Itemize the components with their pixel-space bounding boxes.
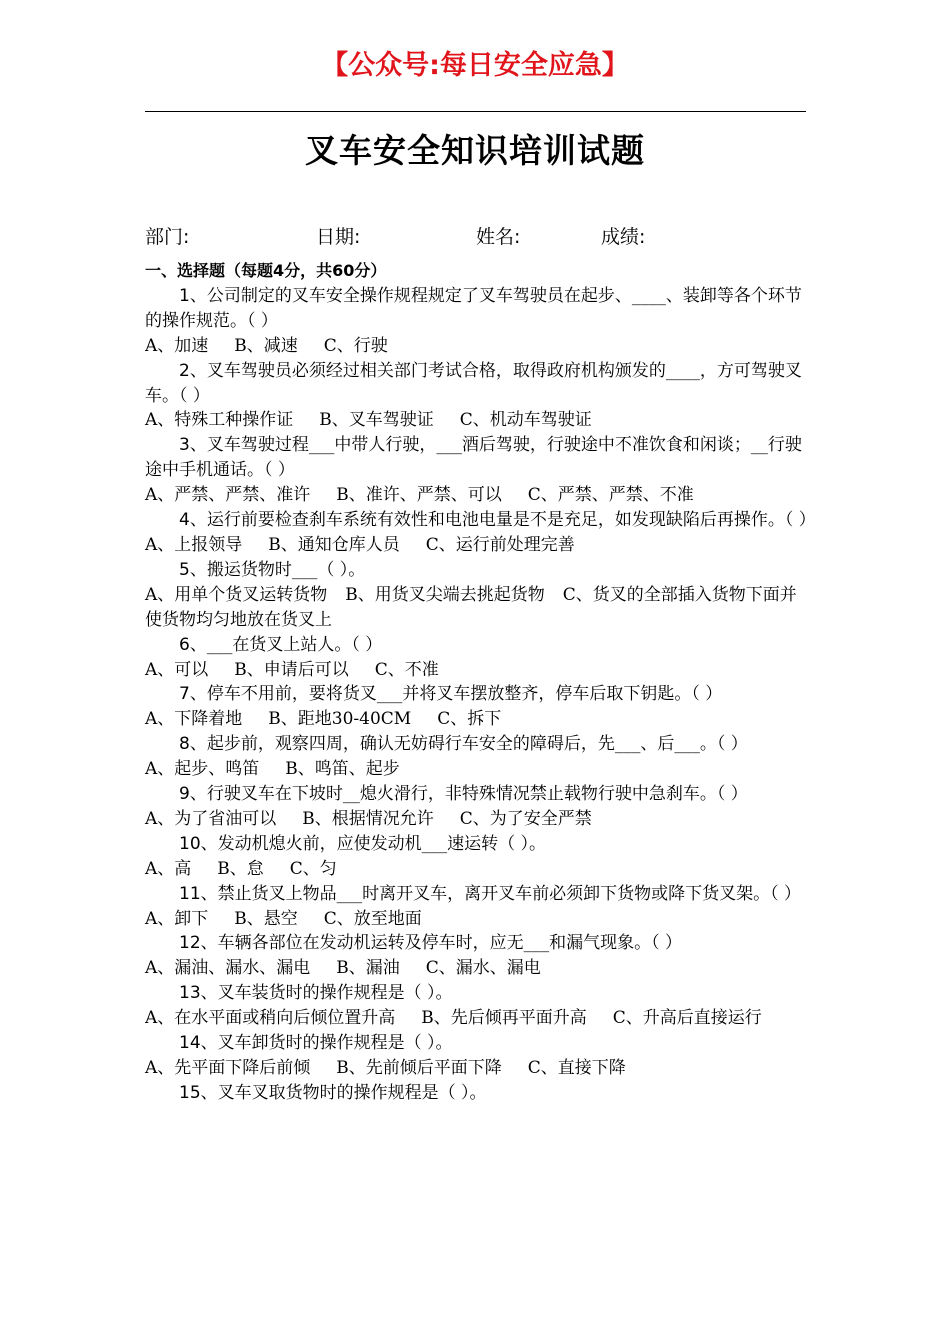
question-1	[145, 284, 810, 334]
header-divider	[145, 111, 806, 112]
question-number: 14	[179, 1033, 201, 1054]
option-b: B、鸣笛、起步	[285, 759, 400, 780]
option-b: B、申请后可以	[234, 659, 349, 680]
question-6-options	[145, 658, 810, 683]
option-b: B、叉车驾驶证	[319, 410, 434, 431]
question-5	[145, 558, 810, 583]
question-number: 9	[179, 784, 190, 805]
question-text: 、发动机熄火前，应使发动机___速运转（ ）。	[200, 833, 547, 854]
question-text: 、禁止货叉上物品___时离开叉车，离开叉车前必须卸下货物或降下货叉架。（ ）	[200, 883, 802, 904]
option-b: B、通知仓库人员	[268, 534, 400, 555]
option-a: A、起步、鸣笛	[145, 759, 260, 780]
option-c: C、运行前处理完善	[425, 534, 575, 555]
question-number: 2	[179, 360, 190, 381]
option-c: C、机动车驾驶证	[459, 410, 592, 431]
question-text: 、起步前，观察四周，确认无妨碍行车安全的障碍后，先___、后___。（ ）	[189, 734, 748, 755]
option-a: A、加速	[145, 335, 209, 356]
question-text: 、叉车叉取货物时的操作规程是（ ）。	[200, 1082, 487, 1103]
question-10	[145, 832, 810, 857]
question-12	[145, 931, 810, 956]
question-9	[145, 782, 810, 807]
question-8	[145, 732, 810, 757]
question-2	[145, 359, 810, 409]
option-c: C、货叉的全部插入货物下面并使货物均匀地放在货叉上	[145, 584, 797, 630]
question-text: 、停车不用前，要将货叉___并将叉车摆放整齐，停车后取下钥匙。（ ）	[189, 684, 723, 705]
section-heading: 一、选择题（每题4分，共60分）	[145, 261, 387, 280]
question-15	[145, 1081, 810, 1106]
question-5-options	[145, 583, 810, 633]
option-a: A、用单个货叉运转货物	[145, 584, 328, 605]
question-number: 3	[179, 435, 190, 456]
option-a: A、下降着地	[145, 709, 243, 730]
question-8-options	[145, 757, 810, 782]
option-c: C、漏水、漏电	[425, 958, 541, 979]
question-11	[145, 882, 810, 907]
option-a: A、漏油、漏水、漏电	[145, 958, 311, 979]
option-a: A、可以	[145, 659, 209, 680]
option-c: C、不准	[374, 659, 439, 680]
question-9-options	[145, 807, 810, 832]
question-13-options	[145, 1006, 810, 1031]
question-number: 12	[179, 933, 201, 954]
option-a: A、上报领导	[145, 534, 243, 555]
option-a: A、为了省油可以	[145, 808, 277, 829]
question-number: 1	[179, 285, 190, 306]
question-text: 、搬运货物时___（ ）。	[189, 559, 366, 580]
option-c: C、为了安全严禁	[459, 808, 592, 829]
option-b: B、用货叉尖端去挑起货物	[345, 584, 545, 605]
option-a: A、特殊工种操作证	[145, 410, 294, 431]
question-6	[145, 633, 810, 658]
question-text: 、___在货叉上站人。（ ）	[189, 634, 383, 655]
option-a: A、严禁、严禁、准许	[145, 485, 311, 506]
question-number: 5	[179, 559, 190, 580]
option-b: B、先前倾后平面下降	[336, 1058, 502, 1078]
option-a: A、在水平面或稍向后倾位置升高	[145, 1008, 396, 1029]
option-c: C、直接下降	[527, 1058, 626, 1078]
option-c: C、匀	[289, 858, 337, 879]
question-11-options	[145, 907, 810, 932]
question-number: 6	[179, 634, 190, 655]
option-b: B、准许、严禁、可以	[336, 485, 502, 506]
question-number: 10	[179, 833, 201, 854]
question-3	[145, 433, 810, 483]
question-4	[145, 508, 816, 533]
question-text: 、叉车驾驶过程___中带人行驶，___酒后驾驶，行驶途中不准饮食和闲谈；__行驶途中手机通话。（ ）	[145, 435, 802, 481]
question-text: 、运行前要检查刹车系统有效性和电池电量是不是充足，如发现缺陷后再操作。（ ）	[189, 510, 816, 531]
option-c: C、升高后直接运行	[612, 1008, 762, 1029]
question-10-options	[145, 857, 810, 882]
question-text: 、叉车卸货时的操作规程是（ ）。	[200, 1033, 453, 1054]
question-number: 13	[179, 983, 201, 1004]
name-label: 姓名:	[476, 226, 521, 248]
question-14	[145, 1031, 810, 1056]
question-number: 7	[179, 684, 190, 705]
option-b: B、距地30-40CM	[268, 709, 412, 730]
question-number: 15	[179, 1082, 201, 1103]
option-a: A、先平面下降后前倾	[145, 1058, 311, 1078]
option-a: A、卸下	[145, 908, 209, 929]
question-3-options	[145, 483, 810, 508]
option-b: B、漏油	[336, 958, 400, 979]
question-number: 8	[179, 734, 190, 755]
question-13	[145, 981, 810, 1006]
question-list	[145, 259, 816, 1106]
option-b: B、悬空	[234, 908, 298, 929]
question-number: 11	[179, 883, 201, 904]
question-text: 、行驶叉车在下坡时__熄火滑行，非特殊情况禁止载物行驶中急刹车。（ ）	[189, 784, 748, 805]
department-label: 部门:	[145, 226, 190, 248]
document-title: 叉车安全知识培训试题	[305, 131, 645, 170]
header-banner: 【公众号:每日安全应急】	[321, 50, 629, 81]
option-b: B、怠	[217, 858, 264, 879]
info-row	[0, 222, 950, 252]
option-b: B、根据情况允许	[302, 808, 434, 829]
score-label: 成绩:	[601, 226, 646, 248]
option-a: A、高	[145, 858, 192, 879]
question-1-options	[145, 334, 810, 359]
option-c: C、行驶	[323, 335, 388, 356]
question-number: 4	[179, 510, 190, 531]
option-c: C、放至地面	[323, 908, 422, 929]
option-c: C、严禁、严禁、不准	[527, 485, 694, 506]
question-12-options	[145, 956, 810, 981]
question-text: 、公司制定的叉车安全操作规程规定了叉车驾驶员在起步、____、装卸等各个环节的操作规范。（ ）	[145, 285, 802, 331]
question-7-options	[145, 707, 810, 732]
option-c: C、拆下	[437, 709, 502, 730]
question-text: 、叉车装货时的操作规程是（ ）。	[200, 983, 453, 1004]
question-4-options	[145, 533, 810, 558]
question-2-options	[145, 408, 810, 433]
option-b: B、减速	[234, 335, 298, 356]
question-7	[145, 682, 810, 707]
date-label: 日期:	[316, 226, 361, 248]
question-text: 、叉车驾驶员必须经过相关部门考试合格，取得政府机构颁发的____，方可驾驶叉车。（ ）	[145, 360, 802, 406]
question-14-options	[145, 1056, 810, 1081]
question-text: 、车辆各部位在发动机运转及停车时，应无___和漏气现象。（ ）	[200, 933, 683, 954]
option-b: B、先后倾再平面升高	[421, 1008, 587, 1029]
